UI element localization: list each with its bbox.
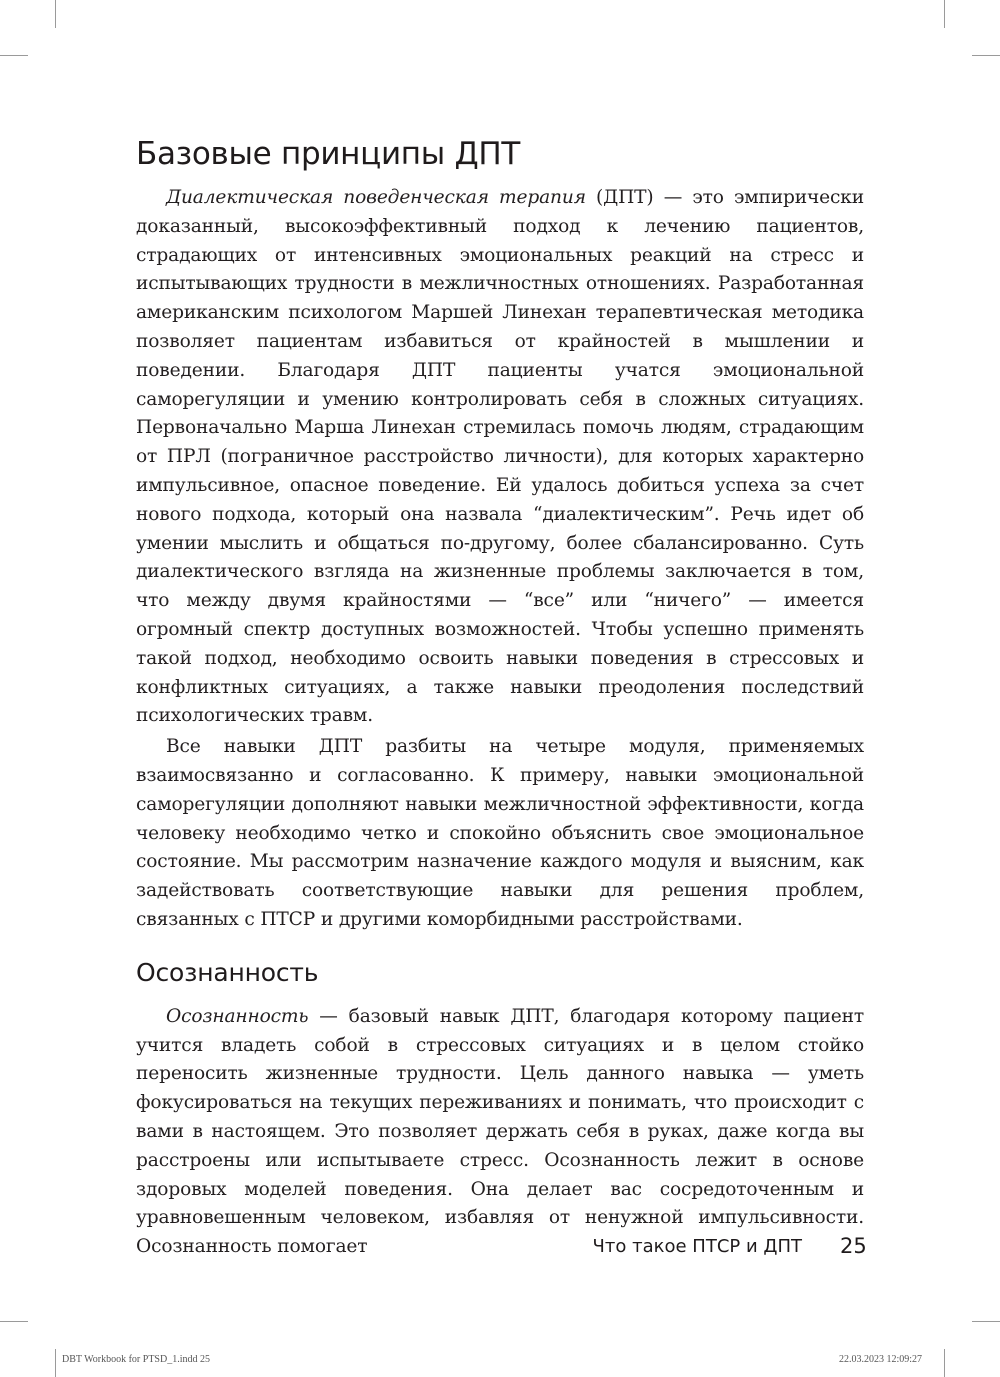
crop-mark xyxy=(55,1349,56,1377)
term-emphasis: Диалектическая поведенческая терапия xyxy=(166,187,586,208)
page-content xyxy=(136,132,864,1262)
crop-mark xyxy=(55,0,56,28)
page-number: 25 xyxy=(840,1234,867,1258)
crop-mark xyxy=(972,1321,1000,1322)
paragraph-text: — базовый навык ДПТ, благодаря которому пациент учится владеть собой в стрессовых ситуациях и в целом стойко переносить жизненные трудности. Цель данного навыка — уметь фокусироваться на текущих переживаниях и понимать, что происходит с вами в настоящем. Это позволяет держать себя в руках, даже когда вы расстроены или испытываете стресс. Осознанность лежит в основе здоровых моделей поведения. Она делает вас сосредоточенным и уравновешенным человеком, избавляя от ненужной импульсивности. Осознанность помогает xyxy=(136,1005,864,1258)
print-slug-timestamp: 22.03.2023 12:09:27 xyxy=(838,1354,922,1365)
print-slug-file: DBT Workbook for PTSD_1.indd 25 xyxy=(62,1354,210,1365)
running-footer-title: Что такое ПТСР и ДПТ xyxy=(592,1236,802,1257)
body-paragraph xyxy=(136,184,864,731)
crop-mark xyxy=(0,1321,28,1322)
crop-mark xyxy=(0,55,28,56)
subsection-heading: Осознанность xyxy=(136,957,319,987)
paragraph-text: (ДПТ) — это эмпирически доказанный, высокоэффективный подход к лечению пациентов, страдающих от интенсивных эмоциональных реакций на стресс и испытывающих трудности в межличностных отношениях. Разработанная американским психологом Маршей Линехан терапевтическая методика позволяет пациентам избавиться от крайностей в мышлении и поведении. Благодаря ДПТ пациенты учатся эмоциональной саморегуляции и умению контролировать себя в сложных ситуациях. Первоначально Марша Линехан стремилась помочь людям, страдающим от ПРЛ (пограничное расстройство личности), для которых характерно импульсивное, опасное поведение. Ей удалось добиться успеха за счет нового подхода, который она назвала “диалектическим”. Речь идет об умении мыслить и общаться по-другому, более сбалансированно. Суть диалектического взгляда на жизненные проблемы заключается в том, что между двумя крайностями — “все” или “ничего” — имеется огромный спектр доступных возможностей. Чтобы успешно применять такой подход, необходимо освоить навыки поведения в стрессовых и конфликтных ситуациях, а также навыки преодоления последствий психологических травм. xyxy=(136,187,864,727)
body-paragraph xyxy=(136,1003,864,1262)
term-emphasis: Осознанность xyxy=(166,1005,309,1027)
crop-mark xyxy=(944,1349,945,1377)
crop-mark xyxy=(944,0,945,28)
body-paragraph: Все навыки ДПТ разбиты на четыре модуля, применяемых взаимосвязанно и согласованно. К примеру, навыки эмоциональной саморегуляции дополняют навыки межличностной эффективности, когда человеку необходимо четко и спокойно объяснить свое эмоциональное состояние. Мы рассмотрим назначение каждого модуля и выясним, как задействовать соответствующие навыки для решения проблем, связанных с ПТСР и другими коморбидными расстройствами. xyxy=(136,736,864,930)
crop-mark xyxy=(972,55,1000,56)
section-heading: Базовые принципы ДПТ xyxy=(136,136,521,172)
